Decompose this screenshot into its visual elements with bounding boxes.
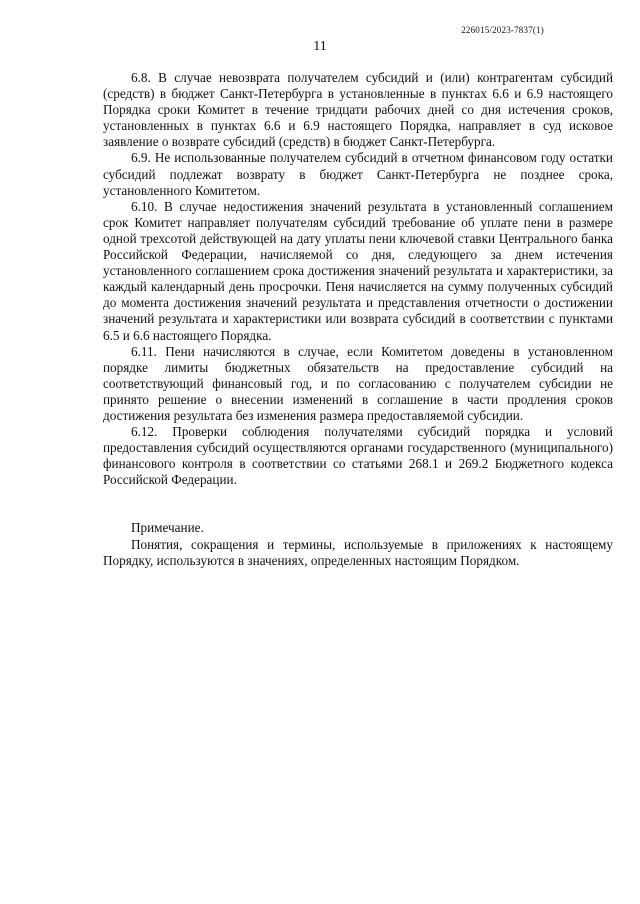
document-body (103, 70, 613, 569)
paragraph-6-11: 6.11. Пени начисляются в случае, если Комитетом доведены в установленном порядке лимиты бюджетных обязательств на предоставление субсидий на соответствующий финансовый год, и по согласованию с получателем субсидии не принято решение о внесении изменений в соглашение в части продления сроков достижения результата без изменения размера предоставляемой субсидии. (103, 343, 613, 423)
paragraph-6-9: 6.9. Не использованные получателем субсидий в отчетном финансовом году остатки субсидий подлежат возврату в бюджет Санкт-Петербурга не позднее срока, установленного Комитетом. (103, 150, 613, 198)
paragraph-6-8: 6.8. В случае невозврата получателем субсидий и (или) контрагентам субсидий (средств) в бюджет Санкт-Петербурга в установленные в пунктах 6.6 и 6.9 настоящего Порядка сроки Комитет в течение тридцати рабочих дней со дня истечения сроков, установленных в пунктах 6.6 и 6.9 настоящего Порядка, направляет в суд исковое заявление о возврате субсидий (средств) в бюджет Санкт-Петербурга. (103, 70, 613, 150)
paragraph-6-10: 6.10. В случае недостижения значений результата в установленный соглашением срок Комитет направляет получателям субсидий требование об уплате пени в размере одной трехсотой действующей на дату уплаты пени ключевой ставки Центрального банка Российской Федерации, начисляемой со дня, следующего за днем истечения установленного соглашением срока достижения значений результата и характеристики, за каждый календарный день просрочки. Пеня начисляется на сумму полученных субсидий до момента достижения значений результата и представления отчетности о достижении значений результата и характеристики или возврата субсидий в соответствии с пунктами 6.5 и 6.6 настоящего Порядка. (103, 198, 613, 343)
note-section (103, 520, 613, 568)
paragraph-6-12: 6.12. Проверки соблюдения получателями субсидий порядка и условий предоставления субсидий осуществляются органами государственного (муниципального) финансового контроля в соответствии со статьями 268.1 и 269.2 Бюджетного кодекса Российской Федерации. (103, 424, 613, 488)
document-registration-number: 226015/2023-7837(1) (461, 25, 544, 35)
note-text: Понятия, сокращения и термины, используемые в приложениях к настоящему Порядку, используются в значениях, определенных настоящим Порядком. (103, 536, 613, 568)
page-number: 11 (313, 39, 327, 54)
note-title: Примечание. (131, 520, 204, 536)
